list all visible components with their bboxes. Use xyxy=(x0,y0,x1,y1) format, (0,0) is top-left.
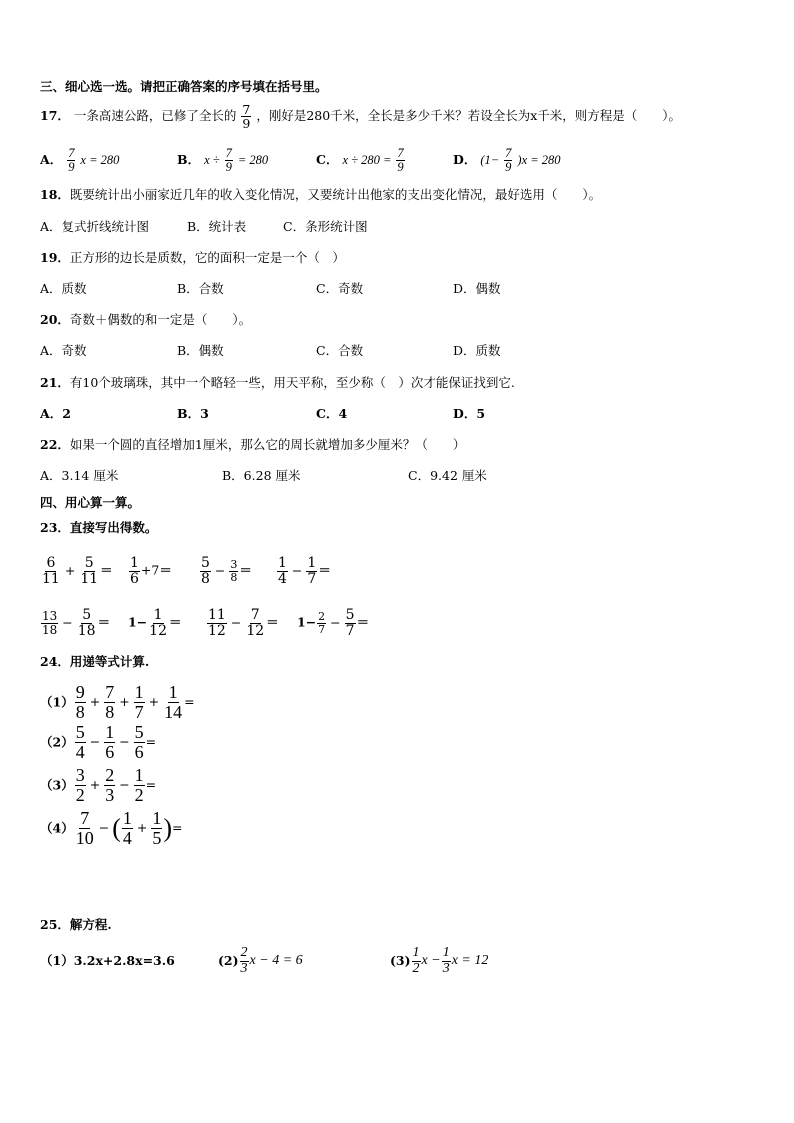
q21-option-d[interactable]: D．5 xyxy=(453,406,486,421)
q17-option-b[interactable]: B． x ÷ $\frac{7}{9}$ = 280 xyxy=(177,146,269,175)
q23-item-5: $\frac{13}{18}$ − $\frac{5}{18}$ ＝ xyxy=(42,607,111,639)
question-21: 21．有10个玻璃珠，其中一个略轻一些，用天平称，至少称（ ）次才能保证找到它. xyxy=(40,375,515,390)
q24-item-4: （4） $\frac{7}{10}$ − ( $\frac{1}{4}$ + $\frac{1}{5}$ )= xyxy=(40,808,183,848)
question-25-title: 25．解方程. xyxy=(40,917,112,932)
q18-option-c[interactable]: C．条形统计图 xyxy=(283,219,368,234)
question-23-title: 23．直接写出得数。 xyxy=(40,520,158,535)
q25-item-1: （1）3.2x+2.8x=3.6 xyxy=(40,953,175,968)
q21-option-a[interactable]: A．2 xyxy=(40,406,71,421)
q24-item-2: （2） $\frac{5}{4}$ − $\frac{1}{6}$ − $\frac{5}{6}$ = xyxy=(40,722,157,762)
fraction: $\frac{7}{9}$ xyxy=(397,146,404,175)
question-number: 17． xyxy=(40,108,70,124)
q20-option-b[interactable]: B．偶数 xyxy=(177,343,224,358)
q23-item-7: $\frac{11}{12}$ − $\frac{7}{12}$ ＝ xyxy=(208,607,279,639)
question-24-title: 24．用递等式计算. xyxy=(40,654,150,669)
q19-option-d[interactable]: D．偶数 xyxy=(453,281,501,296)
q23-item-4: $\frac{1}{4}$ − $\frac{1}{7}$ ＝ xyxy=(278,555,331,587)
q24-item-1: （1） $\frac{9}{8}$ + $\frac{7}{8}$ + $\frac{1}{7}$ + $\frac{1}{14}$ = xyxy=(40,682,195,722)
fraction: $\frac{7}{9}$ xyxy=(242,102,251,132)
q23-item-6: 1− $\frac{1}{12}$ ＝ xyxy=(128,607,182,639)
q17-option-c[interactable]: C． x ÷ 280 = $\frac{7}{9}$ xyxy=(316,146,404,175)
q21-option-c[interactable]: C．4 xyxy=(316,406,348,421)
q25-item-3: (3) $\frac{1}{2}$ x − $\frac{1}{3}$ x = 12 xyxy=(390,945,489,976)
section-4-title: 四、用心算一算。 xyxy=(40,495,141,510)
fraction: $\frac{7}{9}$ xyxy=(68,146,75,175)
fraction: $\frac{7}{9}$ xyxy=(505,146,512,175)
q23-item-2: $\frac{1}{6}$ +7＝ xyxy=(130,555,172,587)
q20-option-a[interactable]: A．奇数 xyxy=(40,343,87,358)
q19-option-a[interactable]: A．质数 xyxy=(40,281,87,296)
q17-option-d[interactable]: D． (1− $\frac{7}{9}$ )x = 280 xyxy=(453,146,561,175)
q20-option-d[interactable]: D．质数 xyxy=(453,343,501,358)
q23-item-1: $\frac{6}{11}$ + $\frac{5}{11}$ ＝ xyxy=(42,555,113,587)
q19-option-b[interactable]: B．合数 xyxy=(177,281,224,296)
q19-option-c[interactable]: C．奇数 xyxy=(316,281,364,296)
section-3-title: 三、细心选一选。请把正确答案的序号填在括号里。 xyxy=(40,79,328,94)
q18-option-a[interactable]: A．复式折线统计图 xyxy=(40,219,150,234)
q20-option-c[interactable]: C．合数 xyxy=(316,343,364,358)
question-text: ，刚好是280千米，全长是多少千米？若设全长为x千米，则方程是（ ）。 xyxy=(256,108,681,124)
q23-item-3: $\frac{5}{8}$ − $\frac{3}{8}$ ＝ xyxy=(201,555,252,587)
fraction: $\frac{7}{9}$ xyxy=(225,146,232,175)
question-19: 19．正方形的边长是质数，它的面积一定是一个（ ） xyxy=(40,250,345,265)
q17-option-a[interactable]: A． $\frac{7}{9}$ x = 280 xyxy=(40,146,120,175)
question-20: 20．奇数＋偶数的和一定是（ ）。 xyxy=(40,312,252,327)
question-18: 18．既要统计出小丽家近几年的收入变化情况，又要统计出他家的支出变化情况，最好选用（ ）。 xyxy=(40,187,602,202)
question-text: 一条高速公路，已修了全长的 xyxy=(73,108,237,124)
question-22: 22．如果一个圆的直径增加1厘米，那么它的周长就增加多少厘米？（ ） xyxy=(40,437,466,452)
q22-option-a[interactable]: A．3.14 厘米 xyxy=(40,468,119,483)
question-17 xyxy=(40,103,681,130)
q22-option-b[interactable]: B．6.28 厘米 xyxy=(222,468,301,483)
q18-option-b[interactable]: B．统计表 xyxy=(187,219,247,234)
q22-option-c[interactable]: C．9.42 厘米 xyxy=(408,468,487,483)
q24-item-3: （3） $\frac{3}{2}$ + $\frac{2}{3}$ − $\frac{1}{2}$ = xyxy=(40,765,157,805)
q25-item-2: (2) $\frac{2}{3}$ x − 4 = 6 xyxy=(218,945,303,976)
q21-option-b[interactable]: B．3 xyxy=(177,406,209,421)
q23-item-8: 1− $\frac{2}{7}$ − $\frac{5}{7}$ ＝ xyxy=(297,607,370,639)
